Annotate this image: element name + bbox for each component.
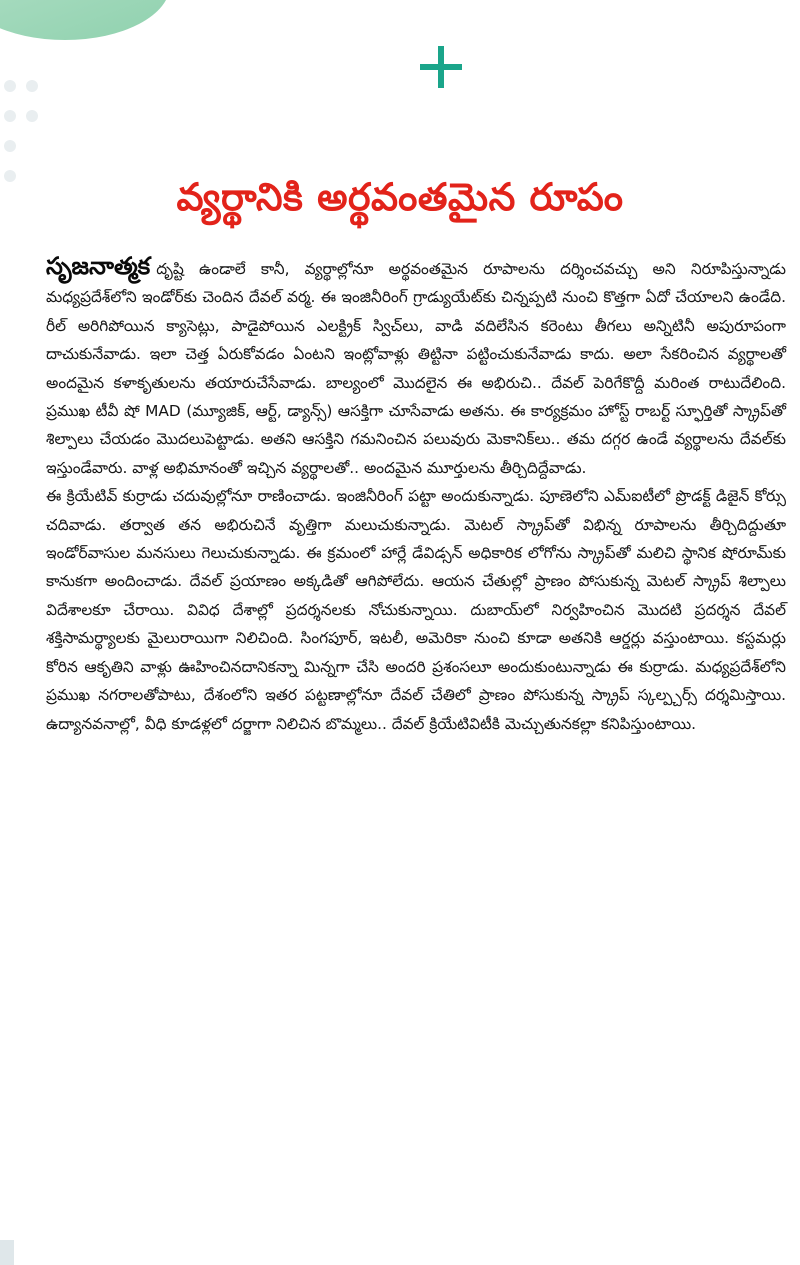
article-body xyxy=(46,252,786,738)
paragraph-1 xyxy=(46,252,786,482)
lead-word: సృజనాత్మక xyxy=(46,252,151,280)
corner-decoration xyxy=(0,0,170,40)
paragraph-1-text: దృష్టి ఉండాలే కానీ, వ్యర్థాల్లోనూ అర్థవంతమైన రూపాలను దర్శించవచ్చు అని నిరూపిస్తున్నాడు మధ్యప్రదేశ్‌లోని ఇండోర్‌కు చెందిన దేవల్ వర్మ. ఈ ఇంజినీరింగ్ గ్రాడ్యుయేట్‌కు చిన్నప్పటి నుంచి కొత్తగా ఏదో చేయాలని ఉండేది. రీల్ అరిగిపోయిన క్యాసెట్లు, పాడైపోయిన ఎలక్ట్రిక్ స్విచ్‌లు, వాడి వదిలేసిన కరెంటు తీగలు అన్నిటినీ అపురూపంగా దాచుకునేవాడు. ఇలా చెత్త ఏరుకోవడం ఏంటని ఇంట్లోవాళ్లు తిట్టినా పట్టించుకునేవాడు కాదు. అలా సేకరించిన వ్యర్థాలతో అందమైన కళాకృతులను తయారుచేసేవాడు. బాల్యంలో మొదలైన ఈ అభిరుచి.. దేవల్ పెరిగేకొద్దీ మరింత రాటుదేలింది. ప్రముఖ టీవీ షో MAD (మ్యూజిక్, ఆర్ట్, డ్యాన్స్) ఆసక్తిగా చూసేవాడు అతను. ఈ కార్యక్రమం హోస్ట్ రాబర్ట్ స్ఫూర్తితో స్క్రాప్‌తో శిల్పాలు చేయడం మొదలుపెట్టాడు. అతని ఆసక్తిని గమనించిన పలువురు మెకానిక్‌లు.. తమ దగ్గర ఉండే వ్యర్థాలను దేవల్‌కు ఇస్తుండేవారు. వాళ్ల అభిమానంతో ఇచ్చిన వ్యర్థాలతో.. అందమైన మూర్తులను తీర్చిదిద్దేవాడు. xyxy=(46,260,786,477)
plus-icon xyxy=(418,44,464,90)
paragraph-2: ఈ క్రియేటివ్ కుర్రాడు చదువుల్లోనూ రాణించాడు. ఇంజినీరింగ్ పట్టా అందుకున్నాడు. పూణెలోని ఎమ్ఐటీలో ప్రొడక్ట్ డిజైన్ కోర్సు చదివాడు. తర్వాత తన అభిరుచినే వృత్తిగా మలుచుకున్నాడు. మెటల్ స్క్రాప్‌తో విభిన్న రూపాలను తీర్చిదిద్దుతూ ఇండోర్‌వాసుల మనసులు గెలుచుకున్నాడు. ఈ క్రమంలో హార్లే డేవిడ్సన్ అధికారిక లోగోను స్క్రాప్‌తో మలిచి స్థానిక షోరూమ్‌కు కానుకగా అందించాడు. దేవల్ ప్రయాణం అక్కడితో ఆగిపోలేదు. ఆయన చేతుల్లో ప్రాణం పోసుకున్న మెటల్ స్క్రాప్ శిల్పాలు విదేశాలకూ చేరాయి. వివిధ దేశాల్లో ప్రదర్శనలకు నోచుకున్నాయి. దుబాయ్‌లో నిర్వహించిన మొదటి ప్రదర్శన దేవల్ శక్తిసామర్థ్యాలకు మైలురాయిగా నిలిచింది. సింగపూర్, ఇటలీ, అమెరికా నుంచి కూడా అతనికి ఆర్డర్లు వస్తుంటాయి. కస్టమర్లు కోరిన ఆకృతిని వాళ్లు ఊహించినదానికన్నా మిన్నగా చేసి అందరి ప్రశంసలూ అందుకుంటున్నాడు ఈ కుర్రాడు. మధ్యప్రదేశ్‌లోని ప్రముఖ నగరాలతోపాటు, దేశంలోని ఇతర పట్టణాల్లోనూ దేవల్ చేతిలో ప్రాణం పోసుకున్న స్క్రాప్ స్కల్ప్చర్స్ దర్శమిస్తాయి. ఉద్యానవనాల్లో, వీధి కూడళ్లలో దర్జాగా నిలిచిన బొమ్మలు.. దేవల్ క్రియేటివిటీకి మెచ్చుతునకల్లా కనిపిస్తుంటాయి. xyxy=(46,487,786,733)
article-title: వ్యర్థానికి అర్థవంతమైన రూపం xyxy=(176,175,624,220)
bottom-edge-decoration xyxy=(0,1240,14,1265)
